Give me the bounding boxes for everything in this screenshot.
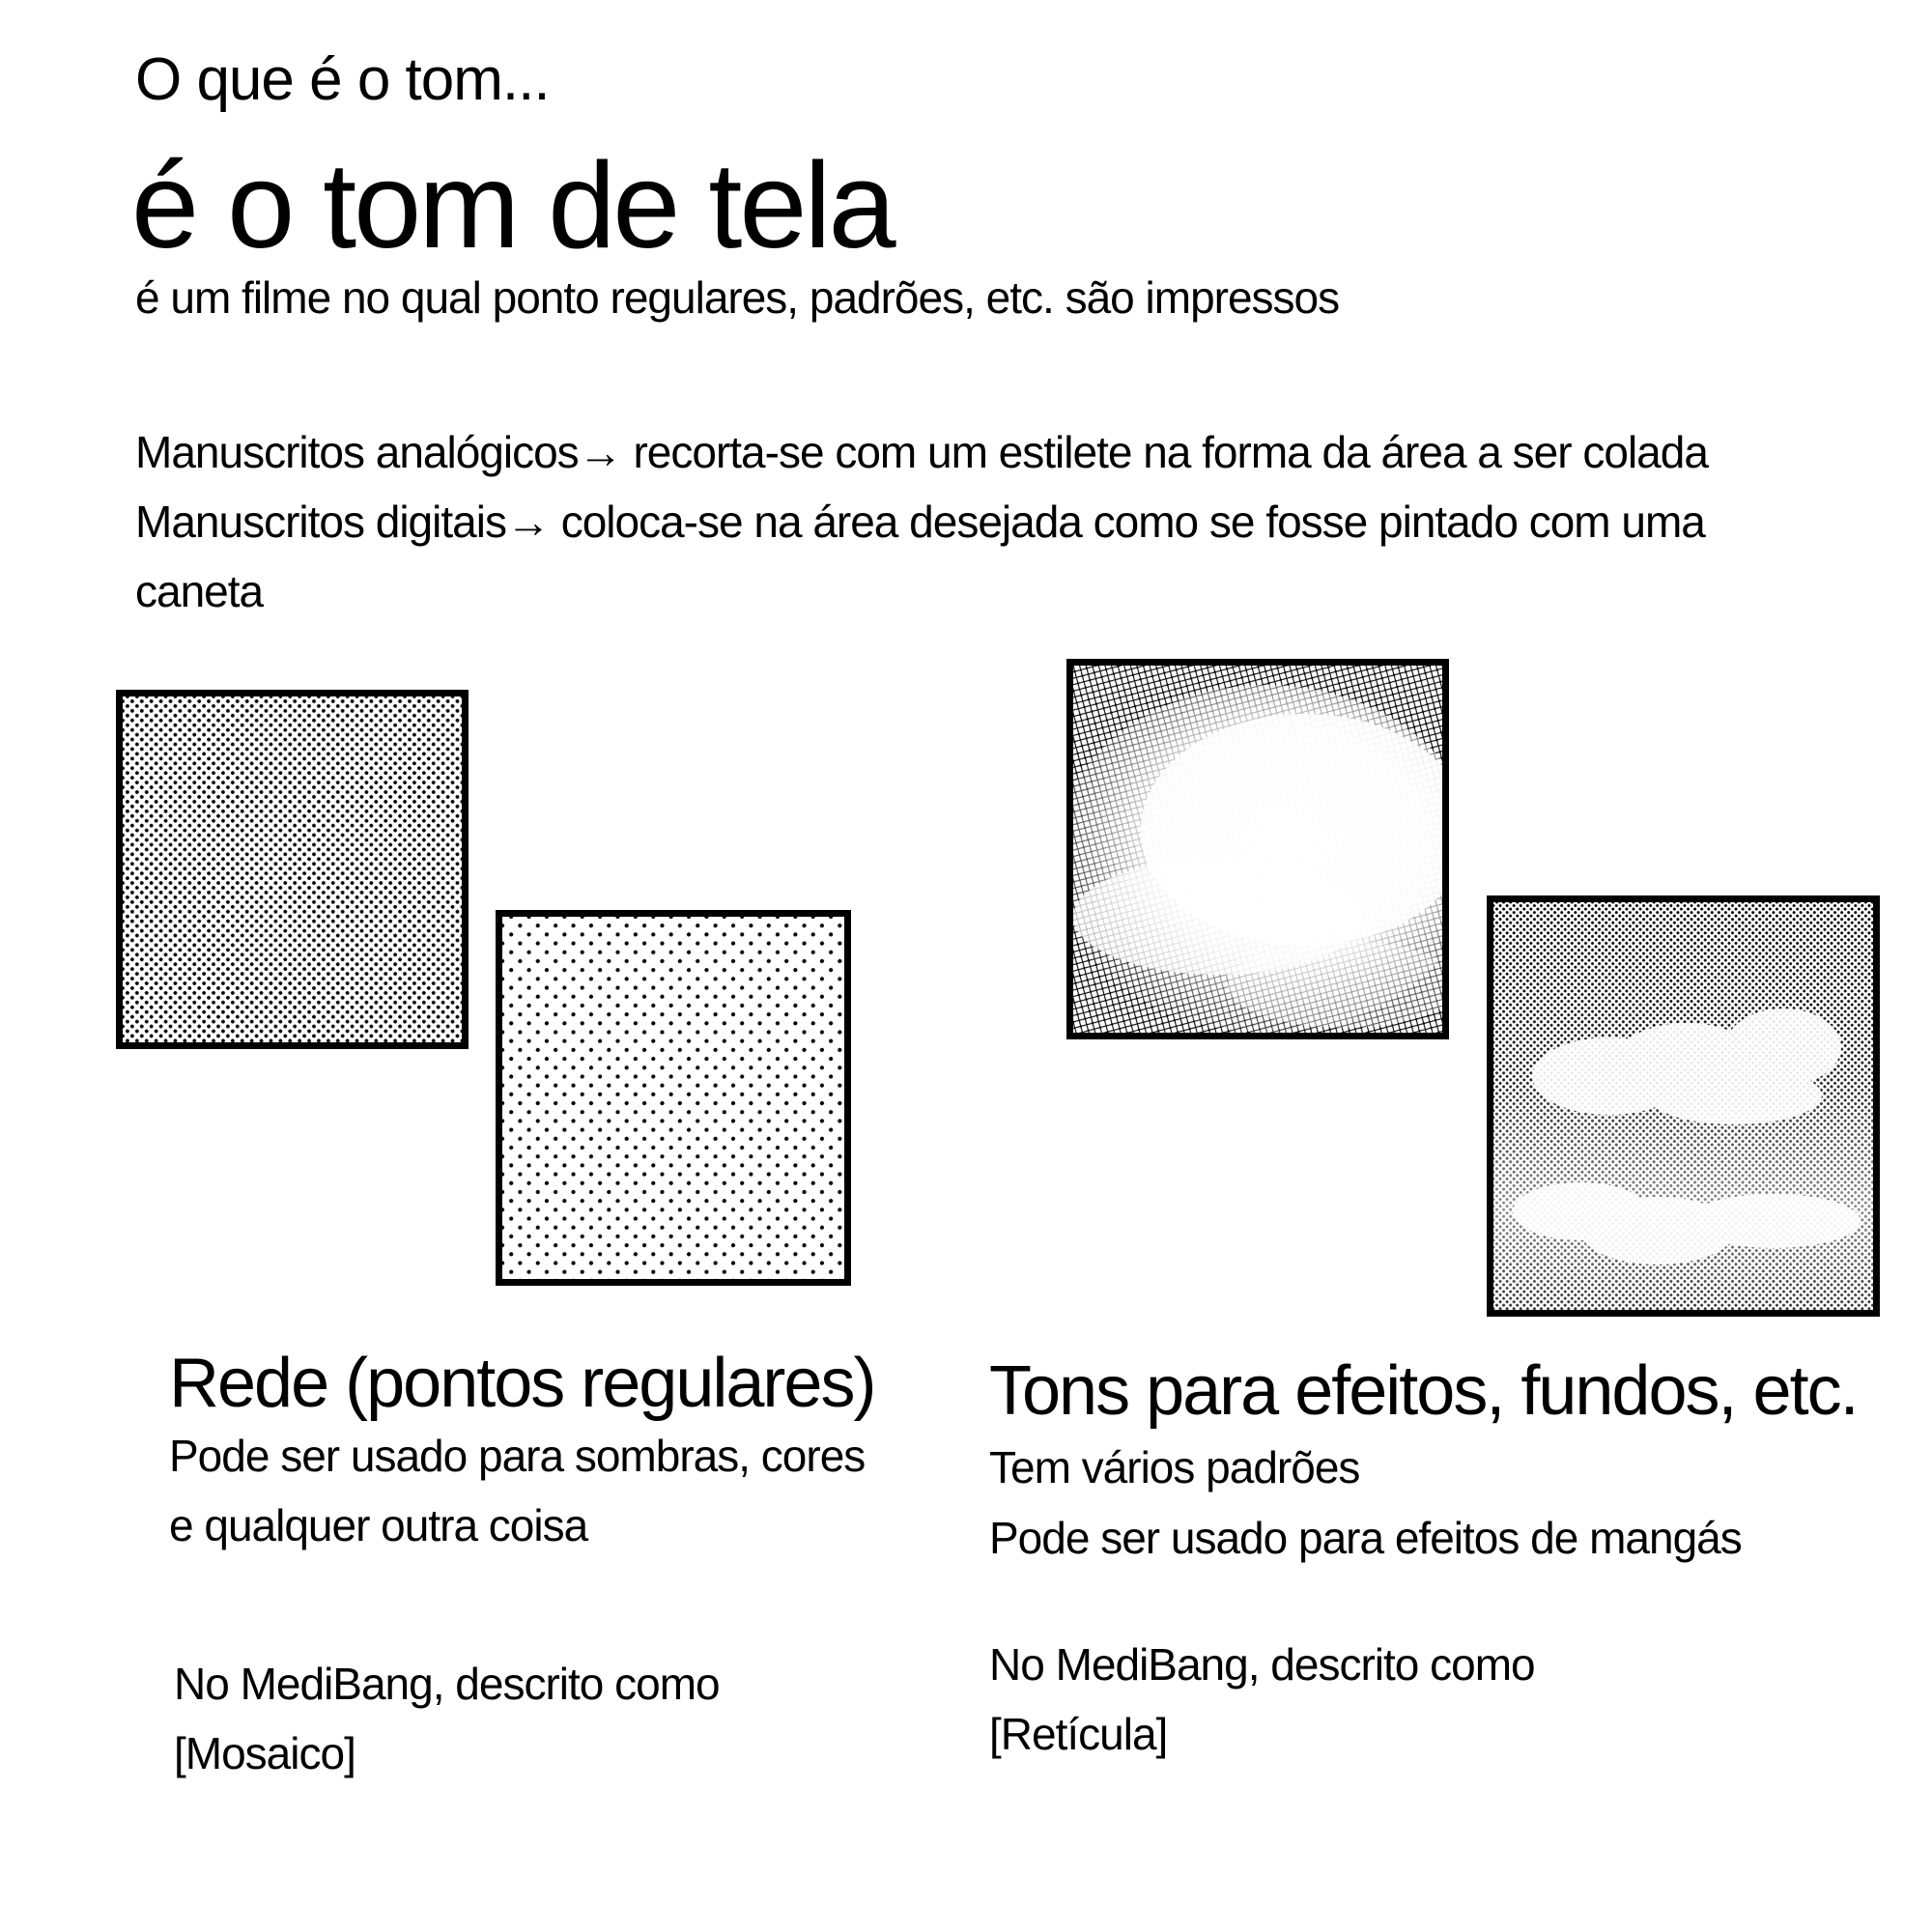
page-title: é o tom de tela [131, 137, 894, 273]
kicker-text: O que é o tom... [135, 46, 550, 113]
mosaic-note: No MediBang, descrito como [174, 1659, 720, 1709]
page-subtitle: é um filme no qual ponto regulares, padrões, etc. são impressos [135, 272, 1340, 323]
cloud-tone-pattern [1493, 902, 1873, 1310]
texture-tone-pattern [1073, 666, 1442, 1033]
effect-tone-description: Pode ser usado para efeitos de mangás [989, 1513, 1742, 1563]
intro-line: Manuscritos analógicos→ recorta-se com um estilete na forma da área a ser colada [135, 427, 1708, 477]
effect-tone-heading: Tons para efeitos, fundos, etc. [989, 1352, 1858, 1430]
mosaic-note: [Mosaico] [174, 1728, 355, 1778]
fine-dot-screen-sample [116, 690, 469, 1049]
mosaic-heading: Rede (pontos regulares) [169, 1345, 875, 1422]
texture-tone-sample [1066, 659, 1449, 1039]
cloud-tone-sample [1487, 895, 1880, 1317]
mosaic-description: e qualquer outra coisa [169, 1500, 588, 1550]
coarse-dot-screen-sample [496, 910, 851, 1286]
intro-line: Manuscritos digitais→ coloca-se na área desejada como se fosse pintado com uma [135, 497, 1705, 547]
fine-dot-pattern [123, 696, 462, 1042]
effect-tone-note: [Retícula] [989, 1709, 1168, 1759]
effect-tone-description: Tem vários padrões [989, 1442, 1360, 1492]
effect-tone-note: No MediBang, descrito como [989, 1639, 1535, 1690]
coarse-dot-pattern [502, 917, 844, 1279]
intro-line: caneta [135, 566, 264, 616]
mosaic-description: Pode ser usado para sombras, cores [169, 1431, 866, 1481]
